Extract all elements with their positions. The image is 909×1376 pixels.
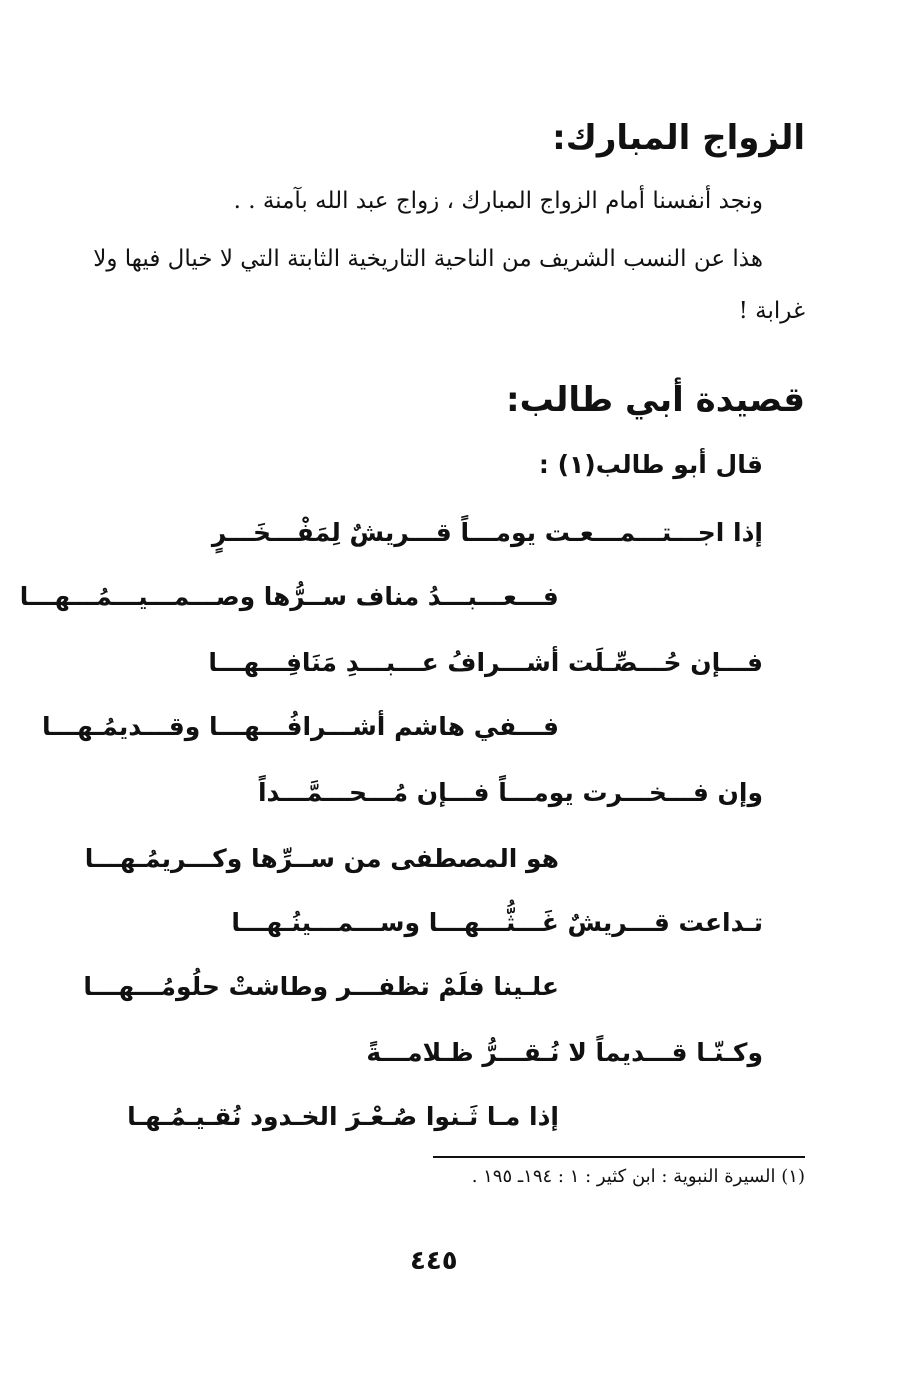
footnote-divider xyxy=(433,1156,805,1158)
footnote-text: (١) السيرة النبوية : ابن كثير : ١ : ١٩٤ـ ١٩٥ . xyxy=(471,1166,805,1187)
verse-line-7: تـداعت قـــريشٌ غَـــثُّـــهـــا وســـمـــينُـهـــا xyxy=(231,908,763,937)
verse-line-2: فـــعـــبـــدُ مناف ســرُّها وصـــمـــيـــمُـــهـــا xyxy=(20,582,559,611)
verse-line-8: علـينا فلَمْ تظفـــر وطاشتْ حلُومُـــهـــا xyxy=(83,972,559,1001)
page-number: ٤٤٥ xyxy=(410,1246,458,1276)
section-heading-abu-talib-poem: قصيدة أبي طالب: xyxy=(506,380,805,420)
poem-intro: قال أبو طالب(١) : xyxy=(538,450,763,479)
verse-line-4: فـــفي هاشم أشـــرافُـــهـــا وقـــديمُـهـــا xyxy=(42,712,559,741)
verse-line-3: فـــإن حُـــصِّـلَت أشـــرافُ عـــبـــدِ مَنَافِـــهـــا xyxy=(208,648,763,677)
verse-line-10: إذا مـا ثَـنوا صُـعْـرَ الخـدود نُقـيـمُـهـا xyxy=(127,1102,559,1131)
section-heading-blessed-marriage: الزواج المبارك: xyxy=(552,118,805,158)
verse-line-9: وكـنّـا قـــديماً لا نُـقـــرُّ ظـلامـــةً xyxy=(366,1038,763,1067)
verse-line-6: هو المصطفى من ســرِّها وكـــريمُـهـــا xyxy=(84,844,559,873)
paragraph-line-3: غرابة ! xyxy=(738,298,805,324)
verse-line-5: وإن فـــخـــرت يومـــاً فـــإن مُـــحـــمَّـــداً xyxy=(257,778,763,807)
paragraph-line-2: هذا عن النسب الشريف من الناحية التاريخية الثابتة التي لا خيال فيها ولا xyxy=(93,246,763,272)
verse-line-1: إذا اجـــتـــمـــعـت يومـــاً قـــريشٌ لِمَفْـــخَـــرٍ xyxy=(211,518,763,547)
paragraph-line-1: ونجد أنفسنا أمام الزواج المبارك ، زواج عبد الله بآمنة . . xyxy=(233,188,763,214)
